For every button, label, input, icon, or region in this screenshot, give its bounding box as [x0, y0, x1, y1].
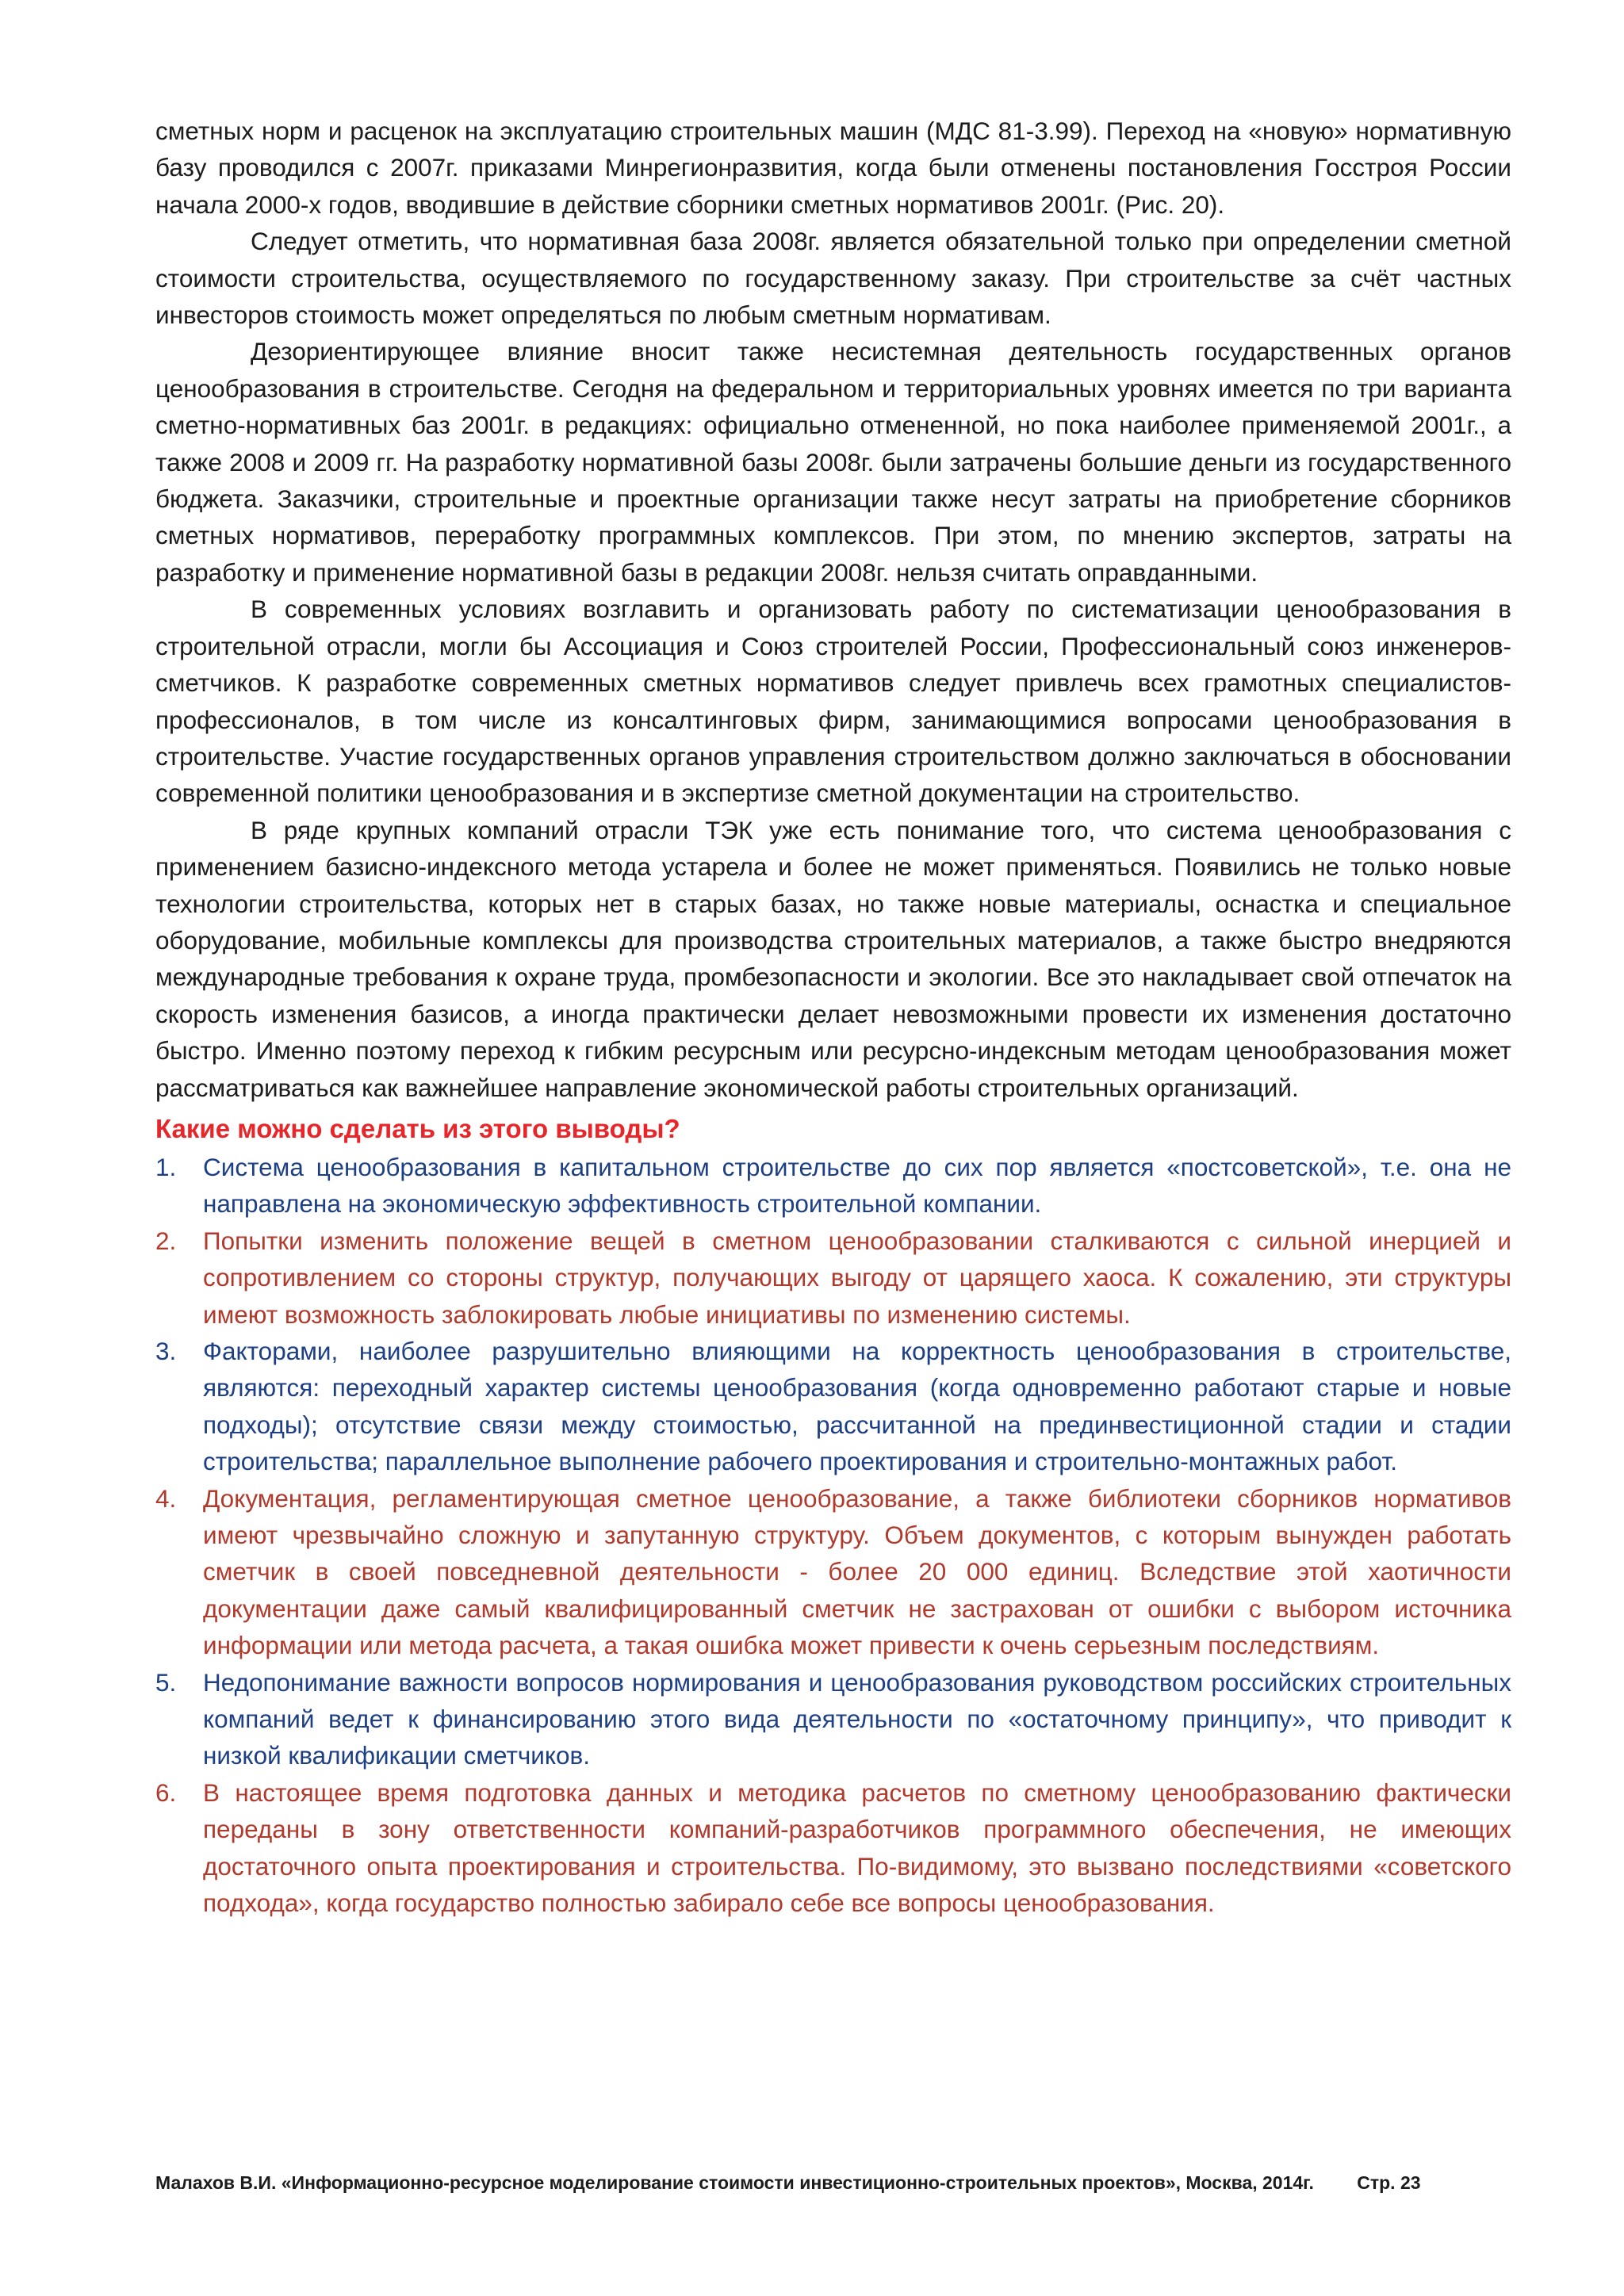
list-item-text: В настоящее время подготовка данных и методика расчетов по сметному ценообразованию фактически переданы в зону ответственности компаний-разработчиков программного обеспечения, не имеющих достаточного опыта проектирования и строительства. По-видимому, это вызвано последствиями «советского подхода», когда государство полностью забирало себе все вопросы ценообразования. — [203, 1777, 1511, 1918]
conclusions-heading: Какие можно сделать из этого выводы? — [155, 1113, 680, 1143]
list-item-number: 6. — [155, 1777, 177, 1807]
list-item-text: Попытки изменить положение вещей в сметном ценообразовании сталкиваются с сильной инерцией и сопротивлением со стороны структур, получающих выгоду от царящего хаоса. К сожалению, эти структуры имеют возможность заблокировать любые инициативы по изменению системы. — [203, 1226, 1511, 1329]
list-item — [155, 1333, 1511, 1480]
list-item-text: Факторами, наиболее разрушительно влияющими на корректность ценообразования в строительстве, являются: переходный характер системы ценообразования (когда одновременно работают старые и новые подходы); отсутствие связи между стоимостью, рассчитанной на прединвестиционной стадии и стадии строительства; параллельное выполнение рабочего проектирования и строительно-монтажных работ. — [203, 1337, 1511, 1476]
list-item — [155, 1774, 1511, 1922]
footer-citation: Малахов В.И. «Информационно-ресурсное моделирование стоимости инвестиционно-строительных проектов», Москва, 2014г. — [155, 2172, 1314, 2193]
page-number: Стр. 23 — [1357, 2172, 1421, 2193]
paragraph-4: В современных условиях возглавить и организовать работу по систематизации ценообразования в строительной отрасли, могли бы Ассоциация и Союз строителей России, Профессиональный союз инженеров-сметчиков. К разработке современных сметных нормативов следует привлечь всех грамотных специалистов-профессионалов, в том числе из консалтинговых фирм, занимающимися вопросами ценообразования в строительстве. Участие государственных органов управления строительством должно заключаться в обосновании современной политики ценообразования и в экспертизе сметной документации на строительство. — [155, 595, 1511, 808]
paragraph-3: Дезориентирующее влияние вносит также несистемная деятельность государственных органов ценообразования в строительстве. Сегодня на федеральном и территориальных уровнях имеется по три варианта сметно-нормативных баз 2001г. в редакциях: официально отмененной, но пока наиболее применяемой 2001г., а также 2008 и 2009 гг. На разработку нормативной базы 2008г. были затрачены большие деньги из государственного бюджета. Заказчики, строительные и проектные организации также несут затраты на приобретение сборников сметных нормативов, переработку программных комплексов. При этом, по мнению экспертов, затраты на разработку и применение нормативной базы в редакции 2008г. нельзя считать оправданными. — [155, 337, 1511, 587]
paragraph-1: сметных норм и расценок на эксплуатацию строительных машин (МДС 81-3.99). Переход на «новую» нормативную базу проводился с 2007г. приказами Минрегионразвития, когда были отменены постановления Госстроя России начала 2000-х годов, вводившие в действие сборники сметных нормативов 2001г. (Рис. 20). — [155, 117, 1511, 219]
paragraph-5: В ряде крупных компаний отрасли ТЭК уже есть понимание того, что система ценообразования с применением базисно-индексного метода устарела и более не может применяться. Появились не только новые технологии строительства, которых нет в старых базах, но также новые материалы, оснастка и специальное оборудование, мобильные комплексы для производства строительных материалов, а также быстро внедряются международные требования к охране труда, промбезопасности и экологии. Все это накладывает свой отпечаток на скорость изменения базисов, а иногда практически делает невозможными провести их изменения достаточно быстро. Именно поэтому переход к гибким ресурсным или ресурсно-индексным методам ценообразования может рассматриваться как важнейшее направление экономической работы строительных организаций. — [155, 815, 1511, 1102]
list-item-number: 1. — [155, 1152, 177, 1181]
list-item — [155, 1480, 1511, 1664]
page-footer — [155, 2172, 1511, 2194]
list-item-text: Недопонимание важности вопросов нормирования и ценообразования руководством российских строительных компаний ведет к финансированию этого вида деятельности по «остаточному принципу», что приводит к низкой квалификации сметчиков. — [203, 1667, 1511, 1770]
list-item-text: Документация, регламентирующая сметное ценообразование, а также библиотеки сборников нормативов имеют чрезвычайно сложную и запутанную структуру. Объем документов, с которым вынужден работать сметчик в своей повседневной деятельности - более 20 000 единиц. Вследствие этой хаотичности документации даже самый квалифицированный сметчик не застрахован от ошибки с выбором источника информации или метода расчета, а такая ошибка может привести к очень серьезным последствиям. — [203, 1483, 1511, 1660]
list-item — [155, 1149, 1511, 1223]
paragraph-2: Следует отметить, что нормативная база 2008г. является обязательной только при определении сметной стоимости строительства, осуществляемого по государственному заказу. При строительстве за счёт частных инвесторов стоимость может определяться по любым сметным нормативам. — [155, 227, 1511, 330]
list-item-number: 2. — [155, 1226, 177, 1255]
list-item-number: 3. — [155, 1337, 177, 1365]
list-item — [155, 1664, 1511, 1774]
list-item-number: 4. — [155, 1483, 177, 1513]
list-item — [155, 1223, 1511, 1333]
list-item-text: Система ценообразования в капитальном строительстве до сих пор является «постсоветской», т.е. она не направлена на экономическую эффективность строительной компании. — [203, 1152, 1511, 1219]
conclusions-list — [155, 1149, 1511, 1922]
list-item-number: 5. — [155, 1667, 177, 1697]
document-body — [155, 113, 1511, 1922]
